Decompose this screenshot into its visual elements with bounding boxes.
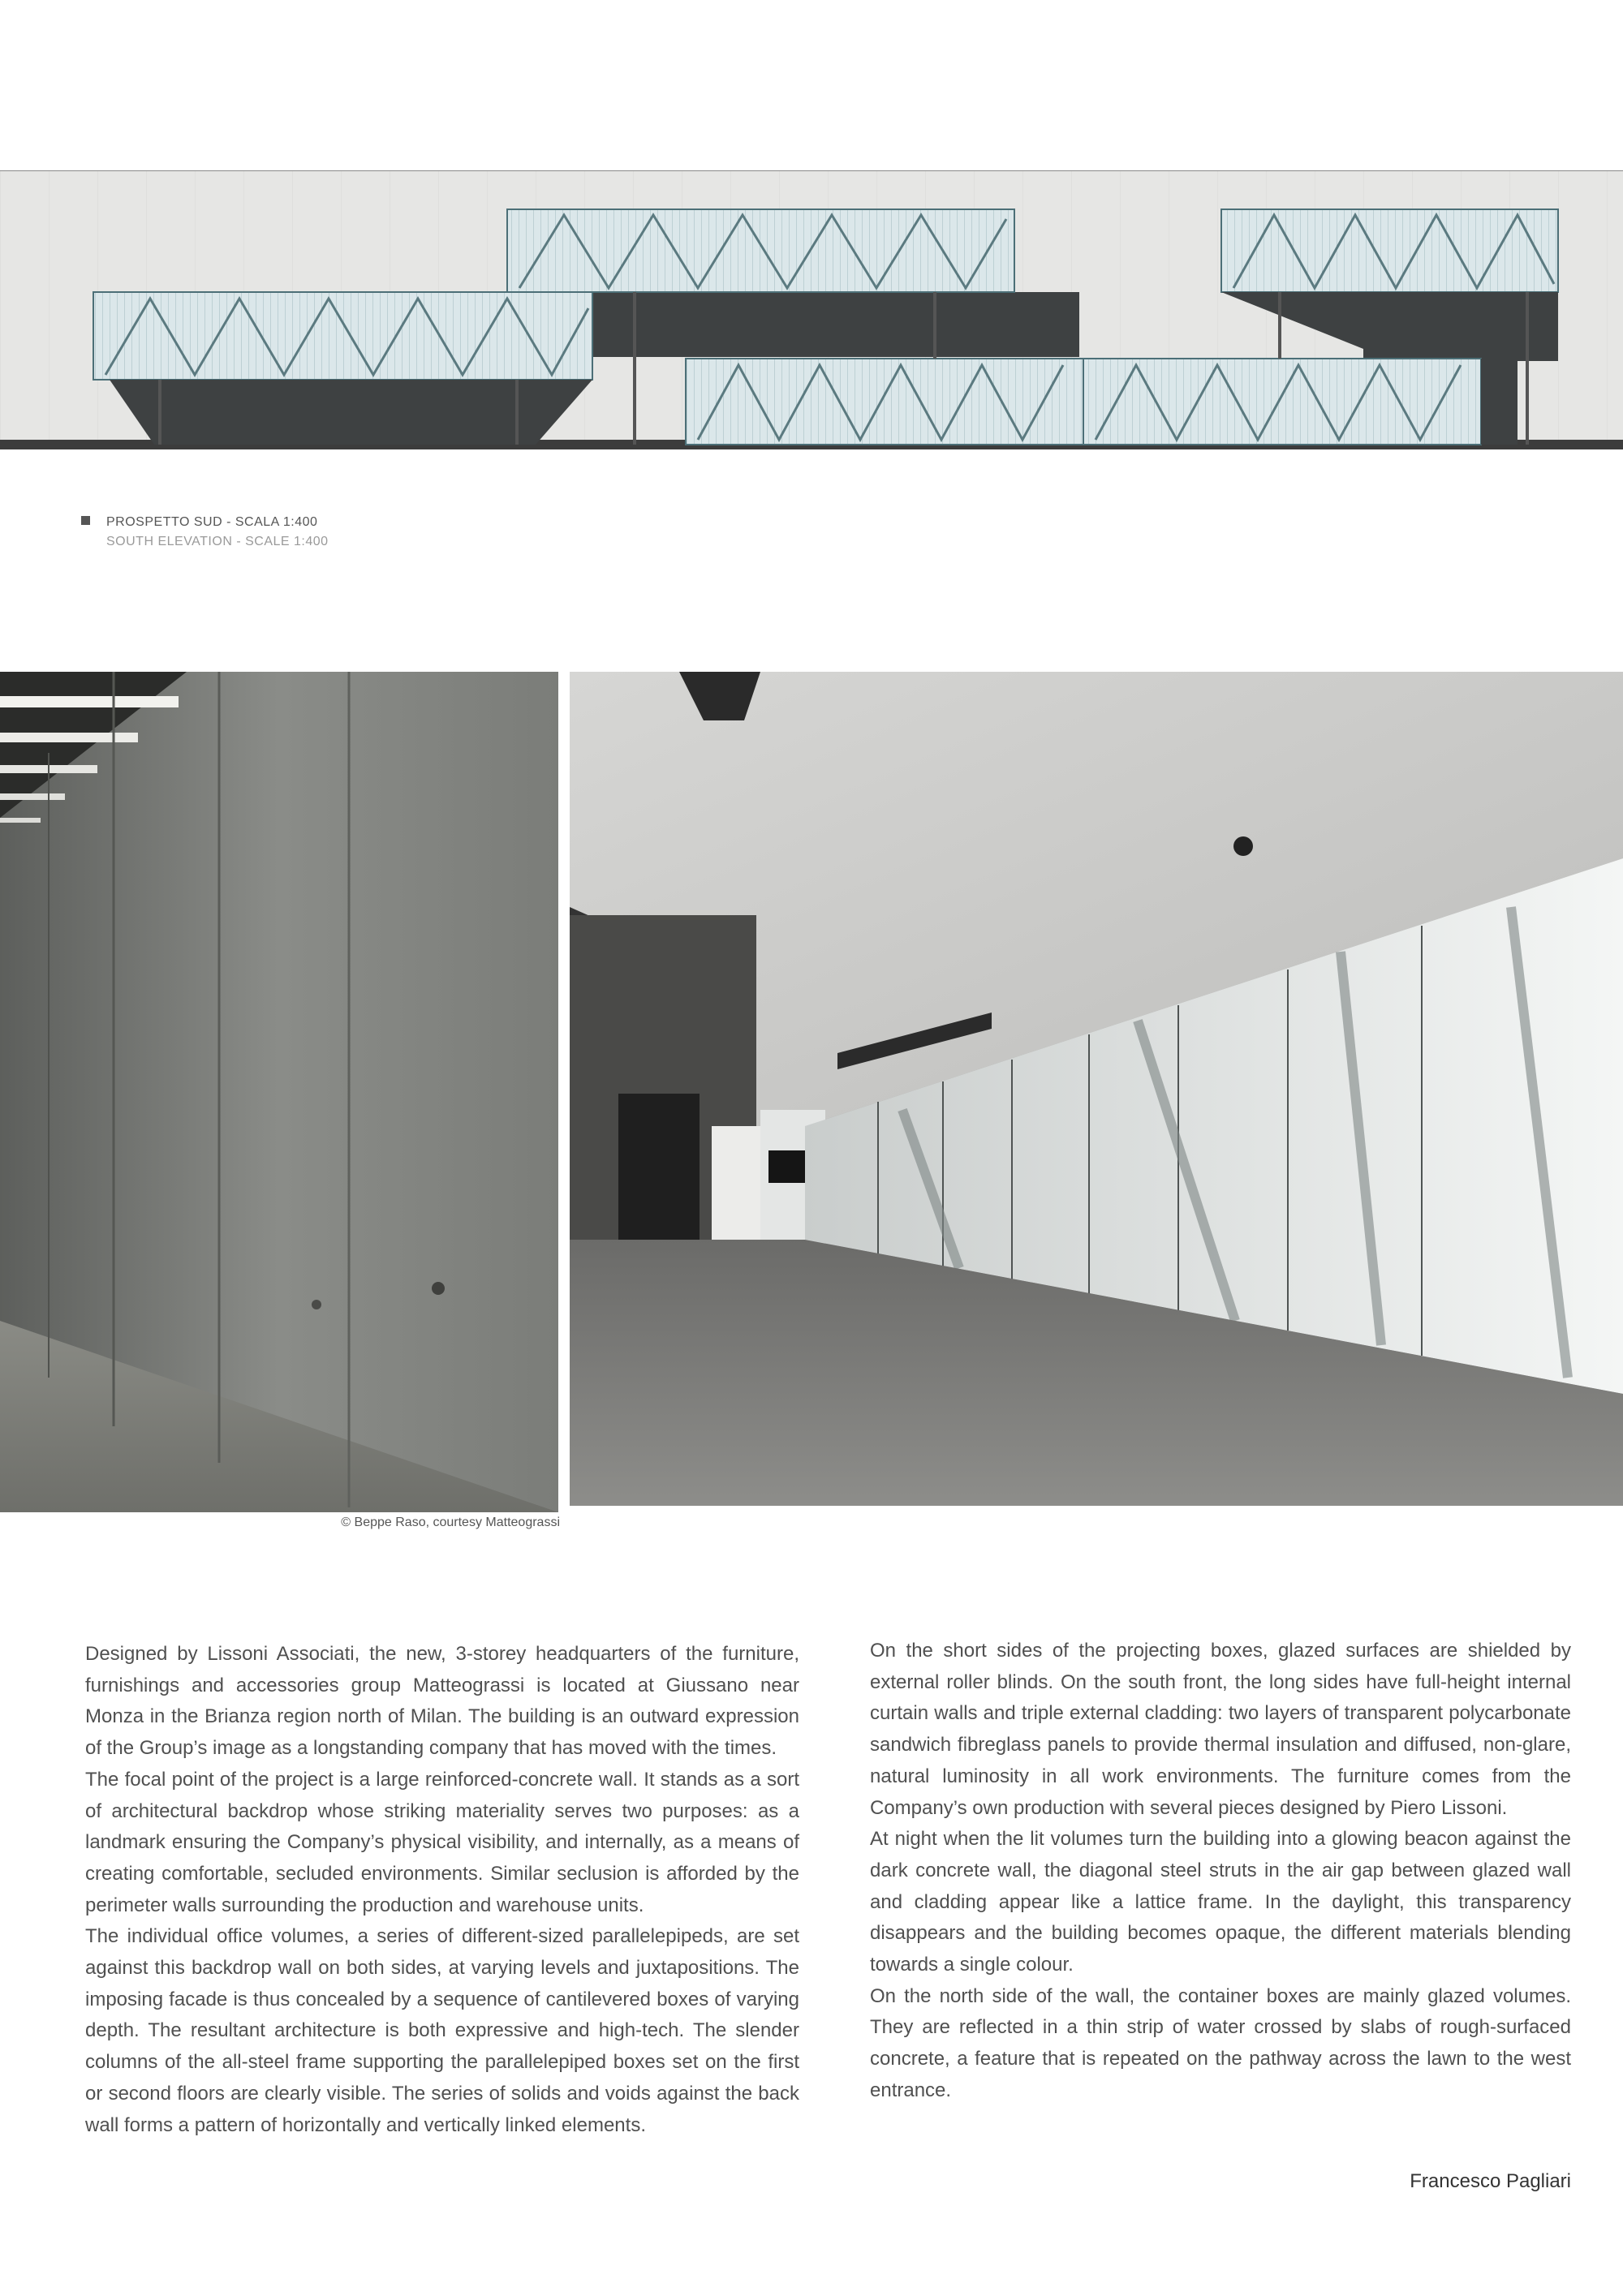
caption-bullet-icon	[81, 516, 90, 525]
article-column-right	[870, 1636, 1571, 2107]
paragraph: At night when the lit volumes turn the building into a glowing beacon against the dark concrete wall, the diagonal steel struts in the air gap between glazed wall and cladding appear like a lattice frame. In the daylight, this transparency disappears and the building becomes opaque, the different materials blending towards a single colour.	[870, 1828, 1571, 1976]
paragraph: Designed by Lissoni Associati, the new, 3-storey headquarters of the furniture, furnishings and accessories group Matteograssi is located at Giussano near Monza in the Brianza region north of Milan. The building is an outward expression of the Group’s image as a longstanding company that has moved with the times.	[85, 1643, 799, 1760]
photo-concrete-wall	[0, 672, 558, 1512]
paragraph: On the north side of the wall, the container boxes are mainly glazed volumes. They are reflected in a thin strip of water crossed by slabs of rough-surfaced concrete, a feature that is repeated on the pathway across the lawn to the west entrance.	[870, 1984, 1571, 2101]
elevation-caption	[81, 513, 329, 552]
paragraph: On the short sides of the projecting boxes, glazed surfaces are shielded by external roller blinds. On the south front, the long sides have full-height internal curtain walls and triple external cladding: two layers of transparent polycarbonate sandwich fibreglass panels to provide thermal insulation and diffused, non-glare, natural luminosity in all work environments. The furniture comes from the Company’s own production with several pieces designed by Piero Lissoni.	[870, 1640, 1571, 1819]
photo-credit: © Beppe Raso, courtesy Matteograssi	[341, 1516, 560, 1529]
article-column-left	[85, 1639, 799, 2141]
caption-italian: PROSPETTO SUD - SCALA 1:400	[106, 515, 318, 529]
paragraph: The individual office volumes, a series of different-sized parallelepipeds, are set against this backdrop wall on both sides, at varying levels and juxtapositions. The imposing facade is thus concealed by a sequence of cantilevered boxes of varying depth. The resultant architecture is both expressive and high-tech. The slender columns of the all-steel frame supporting the parallelepiped boxes set on the first or second floors are clearly visible. The series of solids and voids against the back wall forms a pattern of horizontally and vertically linked elements.	[85, 1925, 799, 2136]
article-author: Francesco Pagliari	[1410, 2170, 1571, 2192]
paragraph: The focal point of the project is a large reinforced-concrete wall. It stands as a sort of architectural backdrop whose striking materiality serves two purposes: as a landmark ensuring the Company’s physical visibility, and internally, as a means of creating comfortable, secluded environments. Similar seclusion is afforded by the perimeter walls surrounding the production and warehouse units.	[85, 1768, 799, 1916]
caption-english: SOUTH ELEVATION - SCALE 1:400	[106, 535, 329, 548]
south-elevation-drawing	[0, 170, 1623, 454]
photo-interior-office	[570, 672, 1623, 1506]
